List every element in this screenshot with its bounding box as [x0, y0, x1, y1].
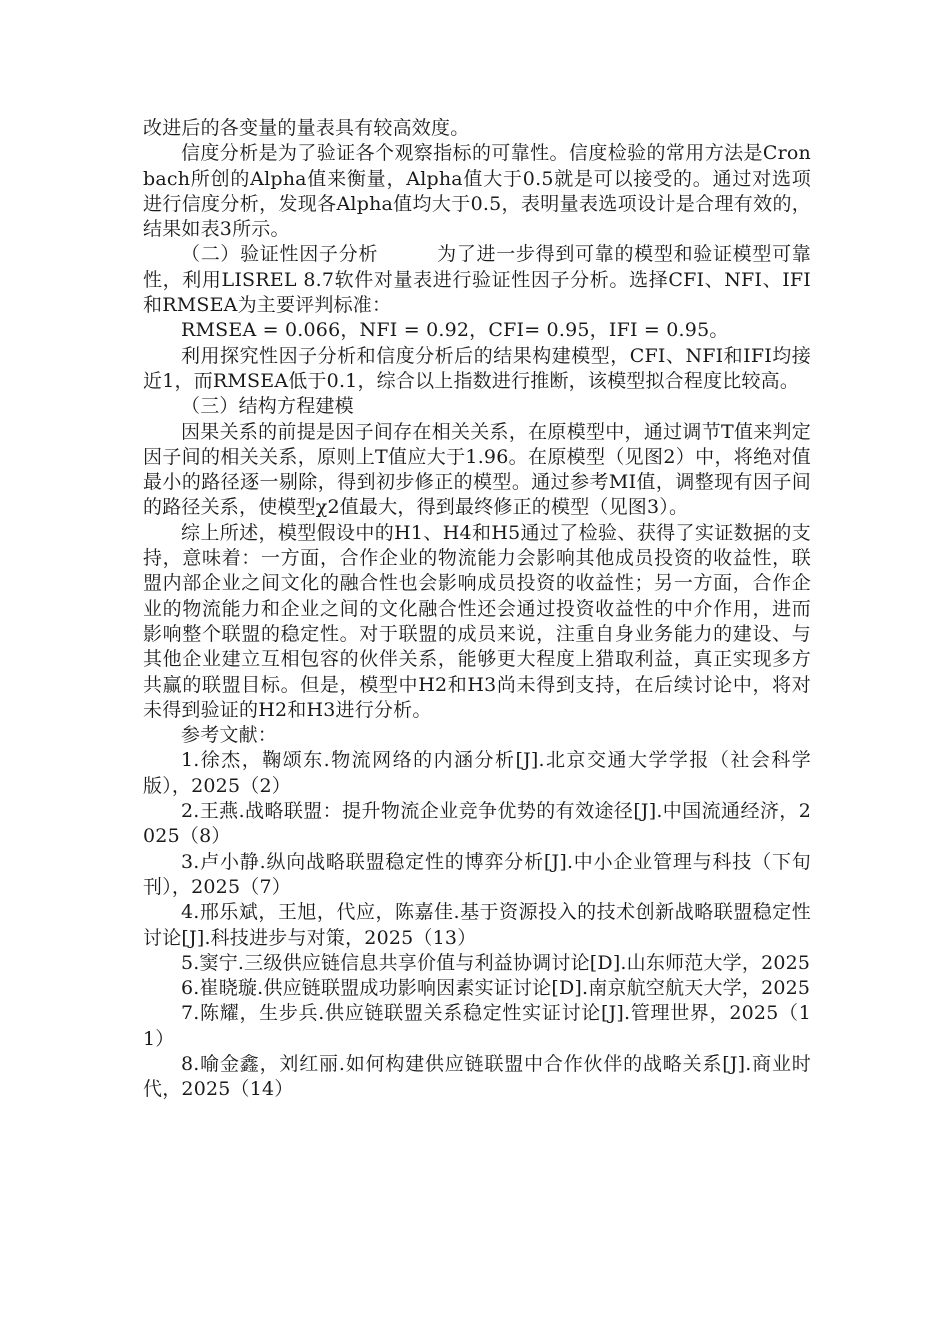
reference-item-6: 6.崔晓璇.供应链联盟成功影响因素实证讨论[D].南京航空航天大学，2025 [181, 977, 811, 1000]
reference-item-2: 2.王燕.战略联盟：提升物流企业竞争优势的有效途径[J].中国流通经济，2025（8） [143, 800, 811, 848]
paragraph-fit-indices: RMSEA = 0.066，NFI = 0.92，CFI= 0.95，IFI = 0.95。 [181, 319, 729, 342]
reference-item-7: 7.陈耀，生步兵.供应链联盟关系稳定性实证讨论[J].管理世界，2025（11） [143, 1002, 811, 1050]
paragraph-confirmatory-factor-analysis: （二）验证性因子分析 为了进一步得到可靠的模型和验证模型可靠性，利用LISREL 8.7软件对量表进行验证性因子分析。选择CFI、NFI、IFI和RMSEA为主要评判标准： [143, 243, 811, 317]
paragraph-intro-end: 改进后的各变量的量表具有较高效度。 [143, 117, 470, 139]
paragraph-causal-relations: 因果关系的前提是因子间存在相关关系，在原模型中，通过调节T值来判定因子间的相关关系，原则上T值应大于1.96。在原模型（见图2）中，将绝对值最小的路径逐一剔除，得到初步修正的模型。通过参考MI值，调整现有因子间的路径关系，使模型χ2值最大，得到最终修正的模型（见图3）。 [143, 420, 811, 519]
document-page [143, 116, 811, 1103]
reference-item-3: 3.卢小静.纵向战略联盟稳定性的博弈分析[J].中小企业管理与科技（下旬刊），2025（7） [143, 850, 811, 898]
reference-item-5: 5.窦宁.三级供应链信息共享价值与利益协调讨论[D].山东师范大学，2025 [181, 951, 811, 974]
reference-item-1: 1.徐杰，鞠颂东.物流网络的内涵分析[J].北京交通大学学报（社会科学版），2025（2） [143, 749, 811, 797]
references-section [143, 723, 811, 1102]
body-text [143, 116, 811, 723]
paragraph-conclusion: 综上所述，模型假设中的H1、H4和H5通过了检验、获得了实证数据的支持，意味着：一方面，合作企业的物流能力会影响其他成员投资的收益性，联盟内部企业之间文化的融合性也会影响成员投资的收益性；另一方面，合作企业的物流能力和企业之间的文化融合性还会通过投资收益性的中介作用，进而影响整个联盟的稳定性。对于联盟的成员来说，注重自身业务能力的建设、与其他企业建立互相包容的伙伴关系，能够更大程度上猎取利益，真正实现多方共赢的联盟目标。但是，模型中H2和H3尚未得到支持，在后续讨论中，将对未得到验证的H2和H3进行分析。 [143, 521, 811, 721]
references-title: 参考文献： [181, 724, 278, 747]
paragraph-reliability-analysis: 信度分析是为了验证各个观察指标的可靠性。信度检验的常用方法是Cronbach所创的Alpha值来衡量，Alpha值大于0.5就是可以接受的。通过对选项进行信度分析，发现各Alpha值均大于0.5，表明量表选项设计是合理有效的，结果如表3所示。 [143, 142, 811, 241]
reference-item-4: 4.邢乐斌，王旭，代应，陈嘉佳.基于资源投入的技术创新战略联盟稳定性讨论[J].科技进步与对策，2025（13） [143, 901, 811, 949]
reference-item-8: 8.喻金鑫，刘红丽.如何构建供应链联盟中合作伙伴的战略关系[J].商业时代，2025（14） [143, 1052, 811, 1101]
paragraph-model-fit: 利用探究性因子分析和信度分析后的结果构建模型，CFI、NFI和IFI均接近1，而RMSEA低于0.1，综合以上指数进行推断，该模型拟合程度比较高。 [143, 344, 811, 392]
section-heading-sem: （三）结构方程建模 [181, 395, 354, 418]
